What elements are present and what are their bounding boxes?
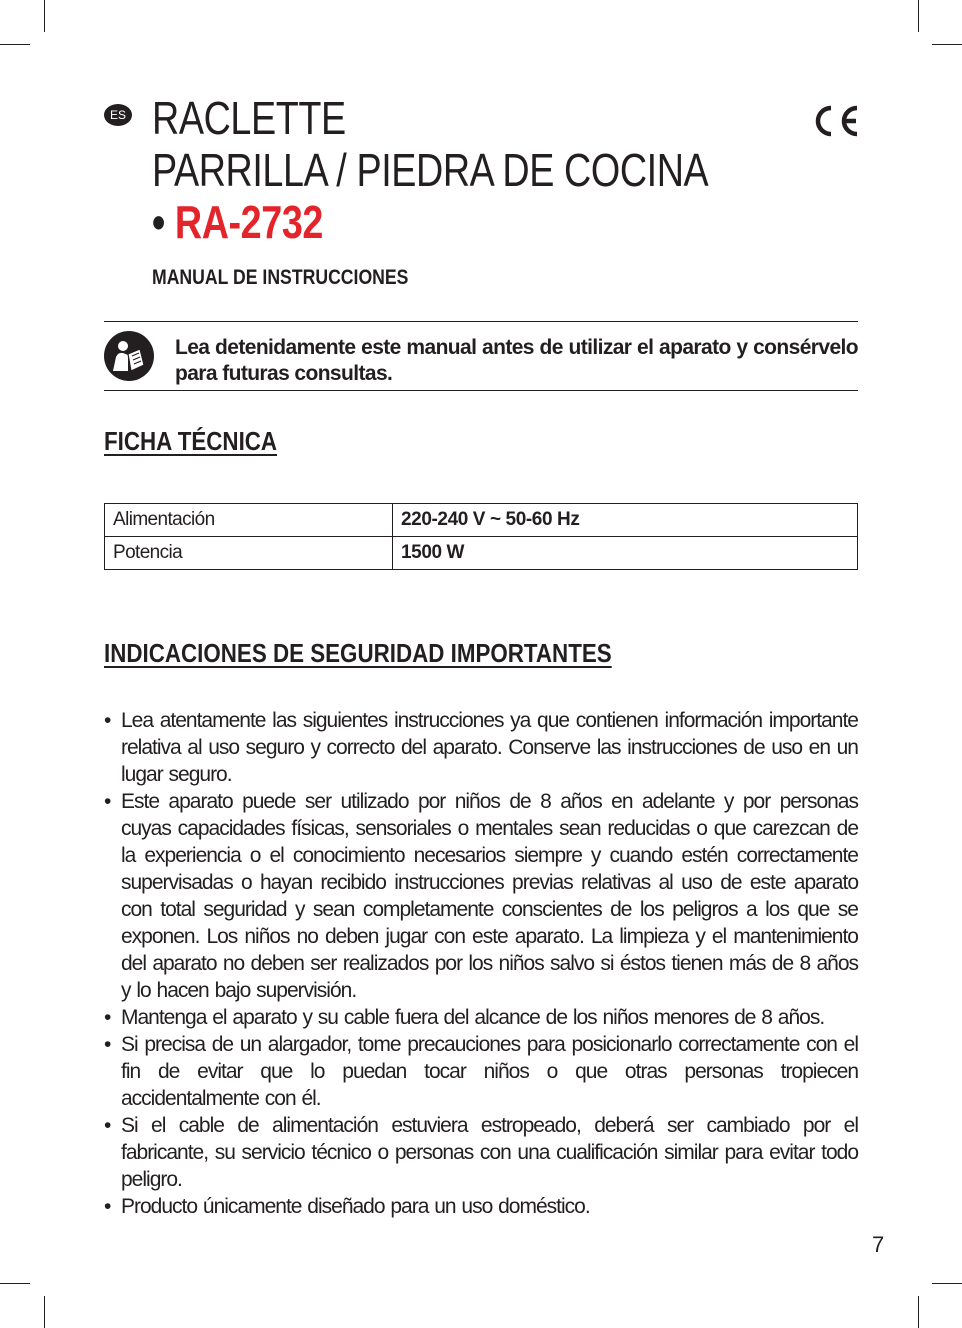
- safety-list: [104, 707, 858, 1220]
- specs-row-power-supply: [105, 504, 858, 537]
- manual-label: MANUAL DE INSTRUCCIONES: [152, 266, 409, 289]
- list-item: • Lea atentamente las siguientes instrucciones ya que contienen información importante relativa al uso seguro y correcto del aparato. Conserve las instrucciones de uso en un lugar seguro.: [104, 707, 858, 788]
- specs-table: [104, 503, 858, 570]
- list-item: • Este aparato puede ser utilizado por niños de 8 años en adelante y por personas cuyas capacidades físicas, sensoriales o mentales sean reducidas o que carezcan de la experiencia o el conocimiento necesarios siempre y cuando estén correctamente supervisadas o hayan recibido instrucciones previas relativas al uso de este aparato con total seguridad y sean completamente conscientes de los peligros a los que se exponen. Los niños no deben jugar con este aparato. La limpieza y el mantenimiento del aparato no deben ser realizados por los niños salvo si éstos tienen más de 8 años y lo hacen bajo supervisión.: [104, 788, 858, 1004]
- spec-label: Potencia: [105, 537, 393, 570]
- model-number: RA-2732: [174, 196, 323, 248]
- list-item: • Mantenga el aparato y su cable fuera del alcance de los niños menores de 8 años.: [104, 1004, 858, 1031]
- spec-label: Alimentación: [105, 504, 393, 537]
- title-line-description: PARRILLA / PIEDRA DE COCINA: [152, 144, 709, 196]
- ce-mark-icon: [808, 104, 860, 138]
- crop-mark: [0, 1283, 30, 1284]
- specs-row-power: [105, 537, 858, 570]
- crop-mark: [918, 1296, 919, 1328]
- spec-value: 1500 W: [393, 537, 858, 570]
- list-item: • Si el cable de alimentación estuviera estropeado, deberá ser cambiado por el fabricante, su servicio técnico o personas con una cualificación similar para evitar todo peligro.: [104, 1112, 858, 1193]
- crop-mark: [932, 44, 962, 45]
- list-item: • Si precisa de un alargador, tome precauciones para posicionarlo correctamente con el fin de evitar que lo puedan tocar niños o que otras personas tropiecen accidentalmente con él.: [104, 1031, 858, 1112]
- model-bullet: •: [152, 196, 165, 248]
- divider-top: [104, 321, 858, 322]
- language-badge: ES: [104, 104, 132, 126]
- crop-mark: [44, 0, 45, 32]
- safety-heading: INDICACIONES DE SEGURIDAD IMPORTANTES: [104, 638, 612, 668]
- crop-mark: [0, 44, 30, 45]
- divider-bottom: [104, 390, 858, 391]
- title-line-model: [152, 196, 708, 248]
- list-item: • Producto únicamente diseñado para un uso doméstico.: [104, 1193, 858, 1220]
- read-manual-notice: Lea detenidamente este manual antes de utilizar el aparato y consérvelo para futuras consultas.: [175, 336, 858, 385]
- crop-mark: [932, 1283, 962, 1284]
- page-number: 7: [872, 1232, 885, 1257]
- crop-mark: [918, 0, 919, 32]
- read-manual-icon: [104, 331, 154, 381]
- spec-value: 220-240 V ~ 50-60 Hz: [393, 504, 858, 537]
- document-title: [152, 92, 708, 248]
- specs-heading: FICHA TÉCNICA: [104, 426, 278, 456]
- crop-mark: [44, 1296, 45, 1328]
- title-line-product: RACLETTE: [152, 92, 346, 144]
